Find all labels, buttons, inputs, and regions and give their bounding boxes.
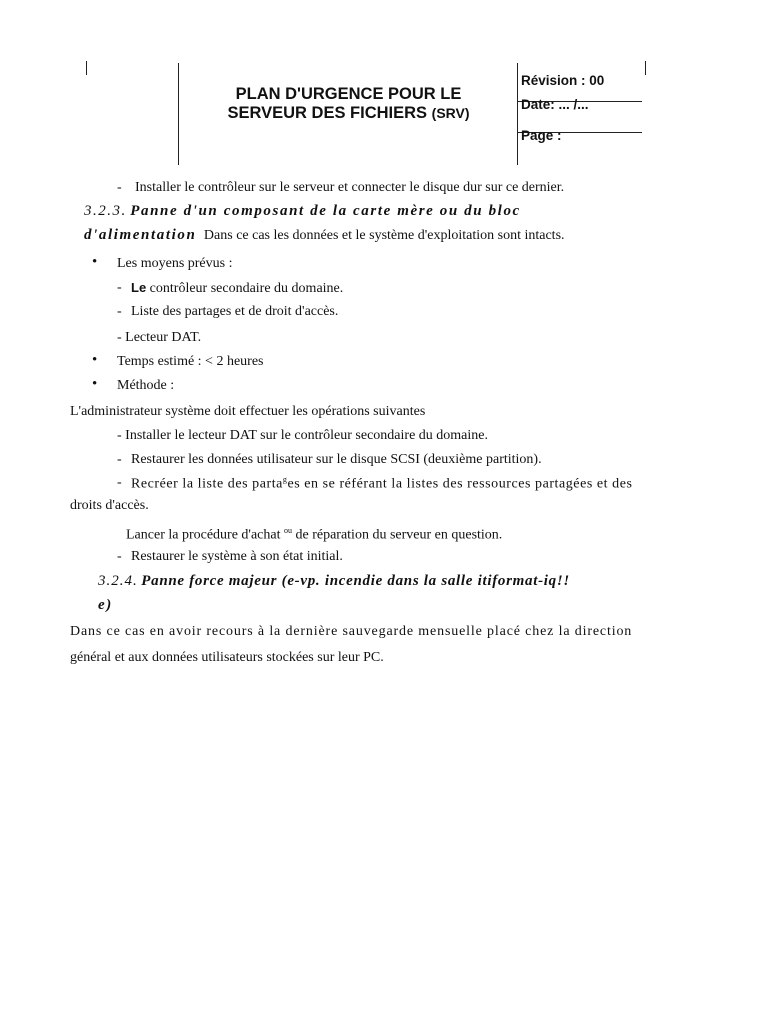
operation-3 xyxy=(131,475,632,493)
moyen-1 xyxy=(131,280,343,297)
section-323-text: Dans ce cas les données et le système d'exploitation sont intacts. xyxy=(203,228,565,243)
operation-4 xyxy=(126,526,502,544)
operation-1: - Installer le lecteur DAT sur le contrôleur secondaire du domaine. xyxy=(117,428,488,443)
revision-label: Révision : 00 xyxy=(521,73,605,88)
operation-4-sup: ou xyxy=(283,526,292,535)
section-324-heading xyxy=(98,573,570,590)
moyen-1-le: Le xyxy=(131,280,147,295)
document-title-line-1: PLAN D'URGENCE POUR LE xyxy=(235,85,462,103)
section-323-title-a: Panne d'un composant de la carte mère ou du bloc xyxy=(130,203,521,219)
install-line: Installer le contrôleur sur le serveur et connecter le disque dur sur ce dernier. xyxy=(135,180,565,195)
operation-3-sup: g xyxy=(282,475,288,484)
list-dash: - xyxy=(117,304,122,319)
section-323-title-b: d'alimentation xyxy=(84,227,197,243)
list-dash: - xyxy=(117,452,122,467)
title-suffix: (SRV) xyxy=(431,105,470,121)
operation-4-a: Lancer la procédure d'achat xyxy=(126,527,281,543)
header-divider-right xyxy=(517,63,518,165)
header-right-tick xyxy=(645,61,646,75)
section-323-number: 3.2.3. xyxy=(84,203,127,219)
final-paragraph-line-1: Dans ce cas en avoir recours à la dernière sauvegarde mensuelle placé chez la direction xyxy=(70,624,633,639)
document-title-line-2: SERVEUR DES FICHIERS (SRV) xyxy=(227,104,470,122)
list-dash: - xyxy=(117,475,122,490)
bullet-methode: Méthode : xyxy=(117,378,175,393)
date-label: Date: ... /... xyxy=(521,97,589,112)
operation-5: Restaurer le système à son état initial. xyxy=(131,549,343,564)
list-dash: - xyxy=(117,280,122,295)
bullet-temps: Temps estimé : < 2 heures xyxy=(117,354,264,369)
operation-3-a: Recréer la liste des parta xyxy=(131,476,283,492)
operation-4-b: de réparation du serveur en question. xyxy=(295,527,503,543)
operation-2: Restaurer les données utilisateur sur le disque SCSI (deuxième partition). xyxy=(131,452,542,467)
list-dash: - xyxy=(117,549,122,564)
bullet-icon: • xyxy=(92,254,98,270)
moyen-1-rest: contrôleur secondaire du domaine. xyxy=(149,281,344,296)
list-dash: - xyxy=(117,180,122,195)
operation-3-continued: droits d'accès. xyxy=(70,498,149,513)
section-324-title-a: Panne force majeur (e-vp. incendie dans la salle itiformat-iq!! xyxy=(141,573,570,589)
admin-line: L'administrateur système doit effectuer les opérations suivantes xyxy=(70,404,426,419)
bullet-icon: • xyxy=(92,352,98,368)
header-divider-left xyxy=(178,63,179,165)
operation-3-b: es en se référant la listes des ressources partagées et des xyxy=(287,476,633,492)
moyen-2: Liste des partages et de droit d'accès. xyxy=(131,304,339,319)
header-left-tick xyxy=(86,61,87,75)
section-323-line-2 xyxy=(84,227,565,244)
section-324-title-b: e) xyxy=(98,597,113,613)
document-title xyxy=(180,85,517,123)
bullet-moyens: Les moyens prévus : xyxy=(117,256,233,271)
page-label: Page : xyxy=(521,128,562,143)
moyen-3: - Lecteur DAT. xyxy=(117,330,202,345)
section-324-number: 3.2.4. xyxy=(98,573,138,589)
final-paragraph-line-2: général et aux données utilisateurs stockées sur leur PC. xyxy=(70,650,384,665)
bullet-icon: • xyxy=(92,376,98,392)
section-323-heading xyxy=(84,203,521,220)
